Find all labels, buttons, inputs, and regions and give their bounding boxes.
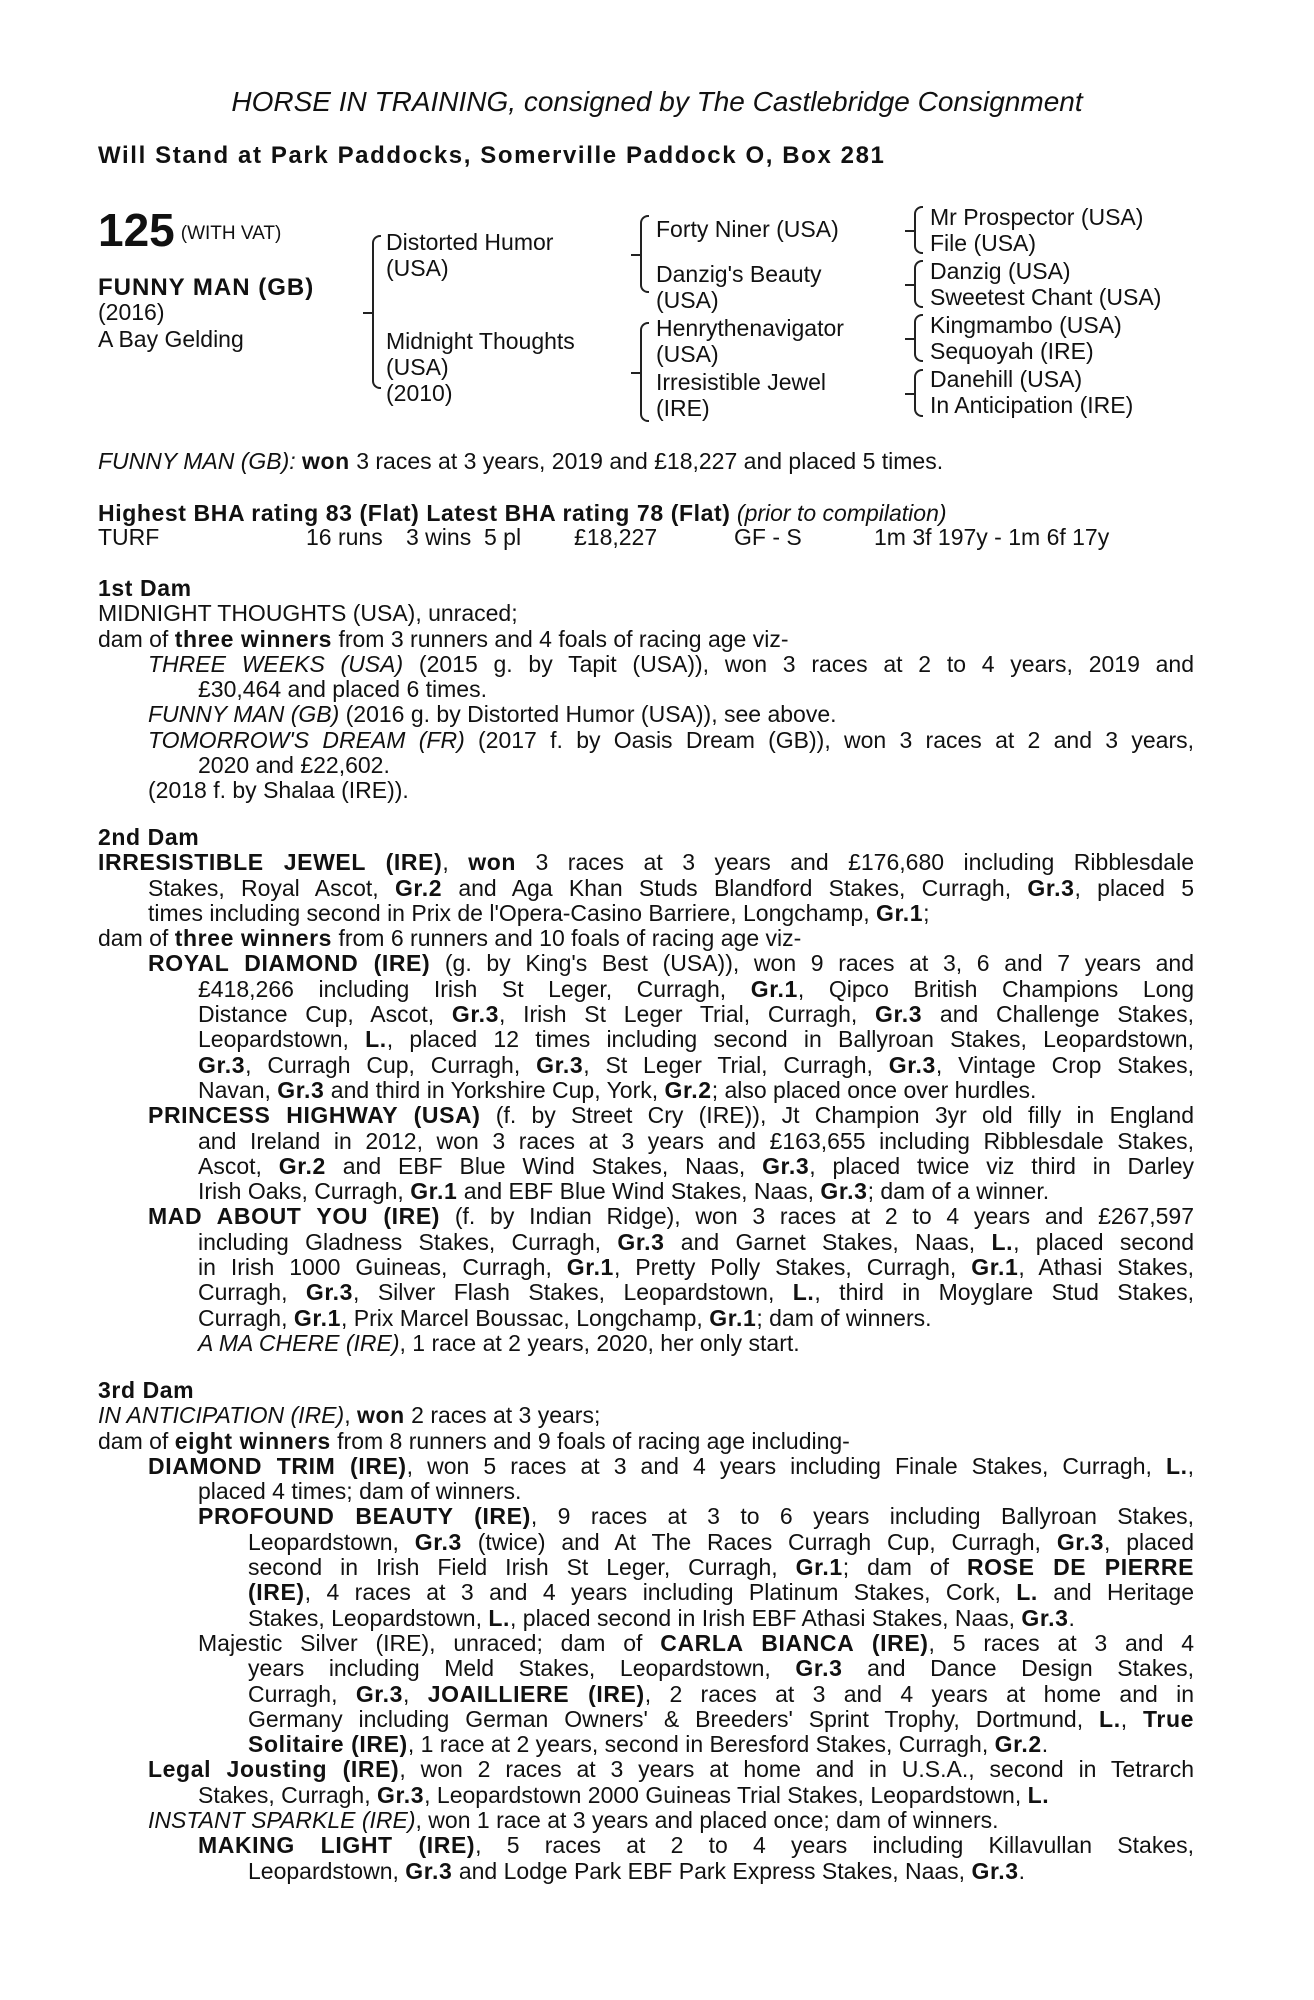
pedigree-bracket-sire: [640, 215, 649, 293]
text-line: (IRE), 4 races at 3 and 4 years including Platinum Stakes, Cork, L. and Heritage: [248, 1579, 1194, 1606]
text-line: Gr.3, Curragh Cup, Curragh, Gr.3, St Leger Trial, Curragh, Gr.3, Vintage Crop Stakes,: [198, 1051, 1194, 1078]
produce-line: Legal Jousting (IRE), won 2 races at 3 years at home and in U.S.A., second in Tetrarch: [148, 1756, 1195, 1783]
text-line: £418,266 including Irish St Leger, Curragh, Gr.1, Qipco British Champions Long: [198, 975, 1195, 1002]
text-line: Solitaire (IRE), 1 race at 2 years, second in Beresford Stakes, Curragh, Gr.2.: [248, 1731, 1049, 1758]
pedigree-great-grandsires: Mr Prospector (USA) File (USA): [930, 204, 1144, 256]
text-line: £30,464 and placed 6 times.: [198, 676, 487, 703]
produce-line: PROFOUND BEAUTY (IRE), 9 races at 3 to 6 years including Ballyroan Stakes,: [198, 1503, 1195, 1530]
produce-line: PRINCESS HIGHWAY (USA) (f. by Street Cry (IRE)), Jt Champion 3yr old filly in England: [148, 1102, 1194, 1129]
pedigree-sire-dam: Danzig's Beauty (USA): [656, 261, 822, 313]
third-dam-heading: 3rd Dam: [98, 1377, 195, 1403]
horse-year: (2016): [98, 299, 165, 325]
race-summary: FUNNY MAN (GB): won 3 races at 3 years, 2019 and £18,227 and placed 5 times.: [98, 448, 944, 474]
pedigree-bracket-dam: [640, 322, 649, 422]
text-line: in Irish 1000 Guineas, Curragh, Gr.1, Pretty Polly Stakes, Curragh, Gr.1, Athasi Stakes,: [198, 1254, 1195, 1281]
text-line: years including Meld Stakes, Leopardstown, Gr.3 and Dance Design Stakes,: [248, 1655, 1195, 1682]
horse-name: FUNNY MAN (GB): [98, 274, 315, 301]
second-dam-section: [98, 825, 1194, 1356]
text-line: Leopardstown, Gr.3 (twice) and At The Races Curragh Cup, Curragh, Gr.3, placed: [248, 1528, 1194, 1555]
text-line: Distance Cup, Ascot, Gr.3, Irish St Leger Trial, Curragh, Gr.3 and Challenge Stakes,: [198, 1001, 1194, 1028]
pedigree-bracket-g4: [914, 369, 923, 417]
turf-surface: TURF: [98, 524, 160, 550]
produce-line: A MA CHERE (IRE), 1 race at 2 years, 2020, her only start.: [198, 1329, 800, 1356]
text-line: dam of three winners from 3 runners and 4 foals of racing age viz-: [98, 625, 789, 652]
first-dam-section: [98, 576, 1194, 804]
produce-line: DIAMOND TRIM (IRE), won 5 races at 3 and 4 years including Finale Stakes, Curragh, L.,: [148, 1452, 1194, 1479]
text-line: Leopardstown, Gr.3 and Lodge Park EBF Park Express Stakes, Naas, Gr.3.: [248, 1857, 1026, 1884]
pedigree-dam: Midnight Thoughts (USA) (2010): [386, 328, 575, 406]
turf-runs: 16 runs: [306, 524, 383, 550]
text-line: 2020 and £22,602.: [198, 752, 390, 779]
text-line: MIDNIGHT THOUGHTS (USA), unraced;: [98, 600, 518, 627]
pedigree-sire: Distorted Humor (USA): [386, 229, 554, 281]
text-line: dam of eight winners from 8 runners and 9 foals of racing age including-: [98, 1427, 850, 1454]
produce-line: (2018 f. by Shalaa (IRE)).: [148, 777, 409, 804]
pedigree-sire-sire: Forty Niner (USA): [656, 216, 839, 242]
turf-placed: 5 pl: [484, 524, 522, 550]
produce-line: MAD ABOUT YOU (IRE) (f. by Indian Ridge), won 3 races at 2 to 4 years and £267,597: [148, 1203, 1194, 1230]
text-line: Curragh, Gr.3, Silver Flash Stakes, Leopardstown, L., third in Moyglare Stud Stakes,: [198, 1279, 1195, 1306]
text-line: Navan, Gr.3 and third in Yorkshire Cup, York, Gr.2; also placed once over hurdles.: [198, 1076, 1037, 1103]
horse-description: A Bay Gelding: [98, 326, 244, 352]
produce-line: ROYAL DIAMOND (IRE) (g. by King's Best (USA)), won 9 races at 3, 6 and 7 years and: [148, 950, 1194, 977]
pedigree-great-grandsires-4: Danehill (USA) In Anticipation (IRE): [930, 366, 1134, 418]
turf-prize: £18,227: [574, 524, 658, 550]
produce-line: THREE WEEKS (USA) (2015 g. by Tapit (USA)), won 3 races at 2 to 4 years, 2019 and: [148, 650, 1194, 677]
text-line: Germany including German Owners' & Breeders' Sprint Trophy, Dortmund, L., True: [248, 1705, 1195, 1732]
third-dam-section: [98, 1378, 1194, 1884]
text-line: including Gladness Stakes, Curragh, Gr.3 and Garnet Stakes, Naas, L., placed second: [198, 1228, 1194, 1255]
lot-number-block: [98, 205, 281, 259]
stand-location: Will Stand at Park Paddocks, Somerville Paddock O, Box 281: [98, 142, 886, 169]
turf-going: GF - S: [734, 524, 802, 550]
pedigree-great-grandsires-3: Kingmambo (USA) Sequoyah (IRE): [930, 312, 1122, 364]
text-line: IRRESISTIBLE JEWEL (IRE), won 3 races at 3 years and £176,680 including Ribblesdale: [98, 849, 1194, 876]
turf-wins: 3 wins: [406, 524, 472, 550]
text-line: Stakes, Royal Ascot, Gr.2 and Aga Khan Studs Blandford Stakes, Curragh, Gr.3, placed 5: [148, 874, 1195, 901]
produce-line: MAKING LIGHT (IRE), 5 races at 2 to 4 years including Killavullan Stakes,: [198, 1832, 1194, 1859]
pedigree-bracket-g3: [914, 314, 923, 362]
text-line: Ascot, Gr.2 and EBF Blue Wind Stakes, Naas, Gr.3, placed twice viz third in Darley: [198, 1152, 1194, 1179]
produce-line: FUNNY MAN (GB) (2016 g. by Distorted Humor (USA)), see above.: [148, 701, 837, 728]
turf-record: [0, 524, 1314, 554]
text-line: and Ireland in 2012, won 3 races at 3 years and £163,655 including Ribblesdale Stakes,: [198, 1127, 1194, 1154]
text-line: Stakes, Curragh, Gr.3, Leopardstown 2000 Guineas Trial Stakes, Leopardstown, L.: [198, 1781, 1050, 1808]
catalogue-title: HORSE IN TRAINING, consigned by The Castlebridge Consignment: [231, 86, 1083, 117]
produce-line: INSTANT SPARKLE (IRE), won 1 race at 3 years and placed once; dam of winners.: [148, 1807, 999, 1834]
pedigree-bracket-g1: [914, 206, 923, 254]
text-line: times including second in Prix de l'Opera-Casino Barriere, Longchamp, Gr.1;: [148, 899, 930, 926]
text-line: dam of three winners from 6 runners and 10 foals of racing age viz-: [98, 925, 802, 952]
text-line: Curragh, Gr.3, JOAILLIERE (IRE), 2 races at 3 and 4 years at home and in: [248, 1680, 1195, 1707]
produce-line: TOMORROW'S DREAM (FR) (2017 f. by Oasis Dream (GB)), won 3 races at 2 and 3 years,: [148, 726, 1194, 753]
second-dam-heading: 2nd Dam: [98, 824, 200, 850]
text-line: second in Irish Field Irish St Leger, Curragh, Gr.1; dam of ROSE DE PIERRE: [248, 1554, 1195, 1581]
produce-line: Majestic Silver (IRE), unraced; dam of CARLA BIANCA (IRE), 5 races at 3 and 4: [198, 1629, 1194, 1656]
pedigree-dam-sire: Henrythenavigator (USA): [656, 315, 844, 367]
text-line: Stakes, Leopardstown, L., placed second in Irish EBF Athasi Stakes, Naas, Gr.3.: [248, 1604, 1075, 1631]
vat-note: (WITH VAT): [180, 223, 282, 244]
text-line: Leopardstown, L., placed 12 times including second in Ballyroan Stakes, Leopardstown,: [198, 1026, 1194, 1053]
pedigree-bracket-parents: [372, 235, 381, 389]
text-line: IN ANTICIPATION (IRE), won 2 races at 3 years;: [98, 1402, 601, 1429]
text-line: Curragh, Gr.1, Prix Marcel Boussac, Longchamp, Gr.1; dam of winners.: [198, 1304, 932, 1331]
pedigree-great-grandsires-2: Danzig (USA) Sweetest Chant (USA): [930, 258, 1162, 310]
pedigree-bracket-g2: [914, 260, 923, 308]
bha-rating: Highest BHA rating 83 (Flat) Latest BHA rating 78 (Flat) (prior to compilation): [98, 500, 947, 526]
lot-number: 125: [98, 204, 175, 256]
text-line: placed 4 times; dam of winners.: [198, 1478, 522, 1505]
first-dam-heading: 1st Dam: [98, 575, 192, 601]
pedigree-dam-dam: Irresistible Jewel (IRE): [656, 369, 826, 421]
turf-distance: 1m 3f 197y - 1m 6f 17y: [874, 524, 1110, 550]
text-line: Irish Oaks, Curragh, Gr.1 and EBF Blue Wind Stakes, Naas, Gr.3; dam of a winner.: [198, 1178, 1050, 1205]
